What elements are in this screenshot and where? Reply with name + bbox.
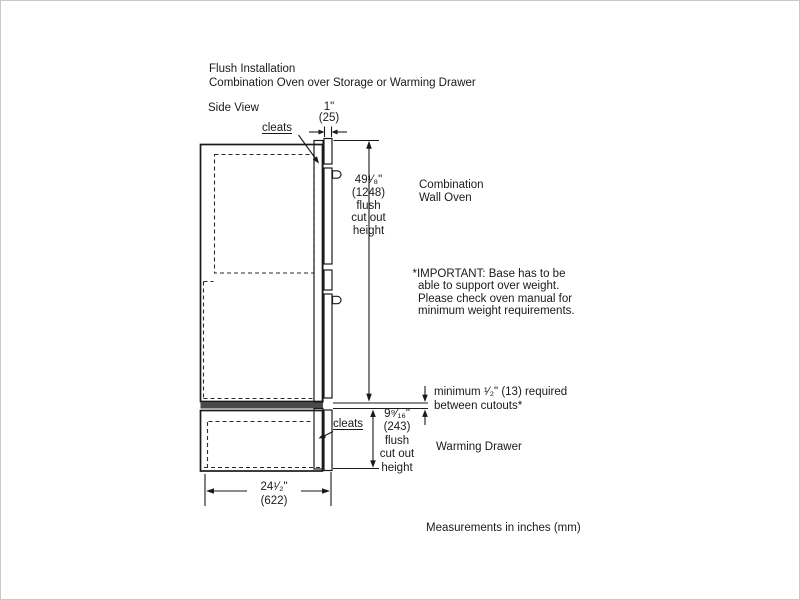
- important-note: [412, 268, 575, 317]
- drawer-cutout-inches: 9⁹⁄₁₆": [384, 408, 410, 420]
- drawer-cutout-desc-3: height: [381, 461, 413, 474]
- oven-cutout-inches: 49¹⁄₈": [354, 174, 383, 186]
- cabinet-width-inches: 24¹⁄₂": [260, 481, 288, 493]
- cabinet-width-mm: (622): [260, 494, 288, 507]
- min-gap-label: [434, 386, 567, 414]
- oven-control-panel-front: [324, 139, 332, 165]
- title-line-2: Combination Oven over Storage or Warming Drawer: [209, 76, 476, 89]
- lower-oven-door-front: [324, 294, 332, 398]
- lower-oven-handle: [333, 296, 341, 303]
- min-gap-line-1: minimum ¹⁄₂" (13) required: [434, 386, 568, 398]
- drawer-name-label: Warming Drawer: [436, 440, 522, 453]
- important-line-2: able to support over weight.: [418, 280, 560, 293]
- important-line-1: *IMPORTANT: Base has to be: [412, 268, 566, 280]
- dim-1in-arrow-right: [332, 130, 338, 135]
- oven-middle-trim-front: [324, 270, 332, 290]
- oven-name-line-1: Combination: [419, 179, 484, 191]
- units-note: Measurements in inches (mm): [426, 521, 581, 534]
- important-line-3: Please check oven manual for: [418, 292, 573, 305]
- dim-49-arrow-up: [366, 141, 372, 149]
- title-line-1: Flush Installation: [209, 63, 296, 75]
- view-label: Side View: [208, 102, 259, 114]
- min-gap-line-2: between cutouts*: [434, 399, 523, 412]
- min-gap-arrow-down: [422, 395, 428, 402]
- oven-cutout-mm: (1248): [351, 186, 386, 199]
- cutout-separator-bar: [201, 402, 324, 409]
- side-view-drawing: [1, 1, 800, 600]
- oven-upper-cutout-dashed: [215, 155, 315, 274]
- cleat-strip-upper: [314, 141, 323, 403]
- dim-drawer-cutout-label: [359, 408, 435, 475]
- cleat-strip-lower: [314, 409, 323, 470]
- warming-drawer-front: [324, 410, 332, 471]
- oven-cutout-desc-2: cut out: [351, 212, 386, 225]
- dim-1in-mm: (25): [318, 112, 340, 124]
- oven-name-label: [419, 179, 484, 204]
- drawer-cutout-desc-2: cut out: [379, 448, 415, 461]
- drawer-cabinet-outline: [201, 411, 323, 472]
- dim-1in-arrow-left: [319, 130, 325, 135]
- drawer-cutout-mm: (243): [383, 421, 411, 434]
- oven-cutout-desc-1: flush: [356, 199, 381, 212]
- oven-cutout-desc-3: height: [352, 225, 385, 238]
- important-line-4: minimum weight requirements.: [418, 304, 575, 317]
- dim-1in-inches: 1": [323, 100, 335, 113]
- oven-name-line-2: Wall Oven: [419, 191, 472, 204]
- dim-oven-cutout-label: [331, 174, 406, 238]
- dim-cabinet-width-label: [239, 481, 309, 508]
- cleats-label-bottom: cleats: [333, 418, 364, 430]
- drawer-cutout-desc-1: flush: [384, 434, 410, 447]
- dim-49-arrow-down: [366, 394, 372, 402]
- cleats-label-top: cleats: [262, 121, 293, 134]
- dim-24-arrow-left: [206, 488, 214, 494]
- diagram-title: [209, 63, 476, 91]
- dim-24-arrow-right: [322, 488, 330, 494]
